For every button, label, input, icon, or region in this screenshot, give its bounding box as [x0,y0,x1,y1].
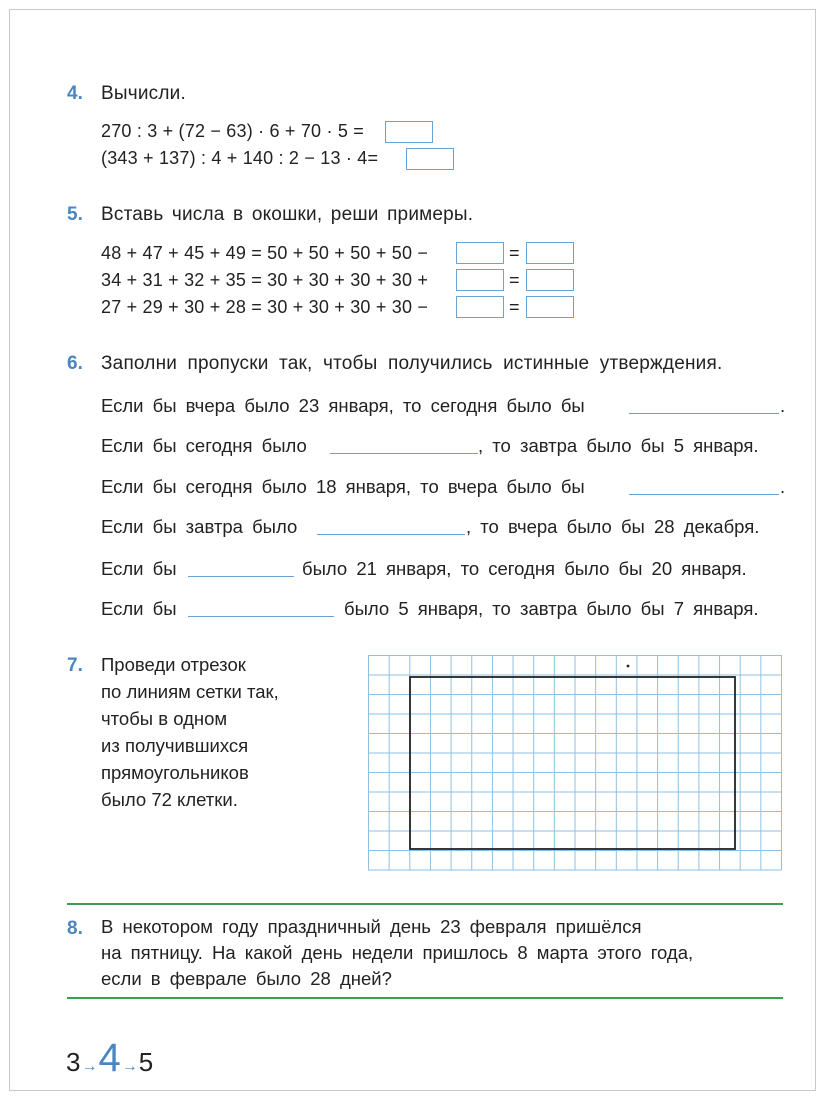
task-7-line-4: из получившихся [101,735,249,756]
task-6-statement-2-end: , то завтра было бы 5 января. [478,435,759,456]
task-7-text [101,651,279,813]
task-8-bottom-rule [67,997,783,999]
task-6-statement-1: Если бы вчера было 23 января, то сегодня было бы [101,395,585,416]
task-8-top-rule [67,903,783,905]
task-6-blank-2[interactable] [330,453,478,454]
task-7-line-6: было 72 клетки. [101,789,238,810]
task-6-blank-3[interactable] [629,494,779,495]
task-5-expression-1: 48 + 47 + 45 + 49 = 50 + 50 + 50 + 50 − [101,243,429,263]
arrow-right-icon: → [81,1058,98,1075]
task-8-text [101,914,693,992]
task-7-number: 7. [67,655,83,676]
task-6-statement-5: Если бы [101,558,177,579]
task-6-statement-4-end: , то вчера было бы 28 декабря. [466,516,760,537]
task-5-insert-box-1[interactable] [456,242,504,264]
task-7-line-2: по линиям сетки так, [101,681,279,702]
task-6-statement-6-end: было 5 января, то завтра было бы 7 января. [344,598,759,619]
task-6-statement-1-end: . [780,395,786,416]
task-4-expression-1: 270 : 3 + (72 − 63) · 6 + 70 · 5 = [101,121,364,141]
task-5-equals-1: = [509,243,520,263]
task-4-number: 4. [67,83,83,104]
task-7-line-5: прямоугольников [101,762,249,783]
task-4-answer-box-2[interactable] [406,148,454,170]
task-8-line-3: если в феврале было 28 дней? [101,968,392,989]
task-6-statement-3-end: . [780,476,786,497]
task-7-rectangle [410,677,735,849]
task-5-equals-2: = [509,270,520,290]
task-8-line-2: на пятницу. На какой день недели пришлось 8 марта этого года, [101,942,694,963]
next-page-number[interactable]: 5 [138,1047,154,1077]
task-5-result-box-1[interactable] [526,242,574,264]
task-6-blank-4[interactable] [317,534,465,535]
task-6-statement-4: Если бы завтра было [101,516,298,537]
task-6-statement-2: Если бы сегодня было [101,435,307,456]
task-8-number: 8. [67,918,83,939]
task-4-title: Вычисли. [101,83,186,104]
page-navigator [66,1036,153,1081]
task-5-result-box-2[interactable] [526,269,574,291]
task-6-blank-6[interactable] [188,616,334,617]
task-5-result-box-3[interactable] [526,296,574,318]
task-5-expression-3: 27 + 29 + 30 + 28 = 30 + 30 + 30 + 30 − [101,297,429,317]
task-5-insert-box-3[interactable] [456,296,504,318]
current-page-number: 4 [98,1036,121,1080]
task-7-line-1: Проведи отрезок [101,654,246,675]
task-7-dot [627,665,630,668]
arrow-right-icon: → [121,1058,138,1075]
task-6-statement-6: Если бы [101,598,177,619]
task-6-statement-3: Если бы сегодня было 18 января, то вчера было бы [101,476,585,497]
task-6-statement-5-end: было 21 января, то сегодня было бы 20 января. [302,558,747,579]
task-4-expression-2: (343 + 137) : 4 + 140 : 2 − 13 · 4= [101,148,379,168]
task-5-insert-box-2[interactable] [456,269,504,291]
task-5-equals-3: = [509,297,520,317]
task-7-line-3: чтобы в одном [101,708,228,729]
task-5-expression-2: 34 + 31 + 32 + 35 = 30 + 30 + 30 + 30 + [101,270,429,290]
task-8-line-1: В некотором году праздничный день 23 февраля пришёлся [101,916,642,937]
task-5-title: Вставь числа в окошки, реши примеры. [101,204,474,225]
task-6-blank-5[interactable] [188,576,294,577]
task-6-blank-1[interactable] [629,413,779,414]
task-6-title: Заполни пропуски так, чтобы получились истинные утверждения. [101,353,723,374]
prev-page-number[interactable]: 3 [66,1047,81,1077]
task-6-number: 6. [67,353,83,374]
task-5-number: 5. [67,204,83,225]
task-7-grid[interactable] [368,655,782,871]
task-4-answer-box-1[interactable] [385,121,433,143]
